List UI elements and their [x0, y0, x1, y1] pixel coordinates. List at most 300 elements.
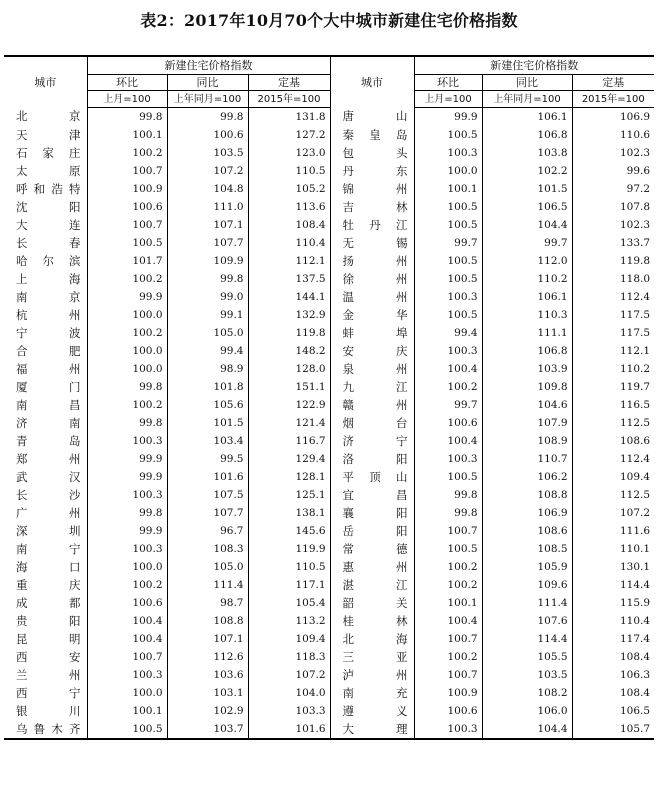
table-row	[4, 540, 654, 558]
city-cell-right: 平顶山	[330, 468, 414, 486]
header-base-mom-right: 上月=100	[414, 91, 482, 108]
city-cell-right: 惠州	[330, 558, 414, 576]
mom-cell-right: 99.9	[414, 108, 482, 127]
city-cell-left: 成都	[4, 594, 87, 612]
mom-cell-left: 100.3	[87, 432, 167, 450]
city-cell-left: 深圳	[4, 522, 87, 540]
fixed-cell-right: 108.4	[619, 650, 651, 663]
yoy-cell-left: 99.8	[167, 270, 248, 288]
table-row	[4, 378, 654, 396]
yoy-cell-left: 105.0	[167, 558, 248, 576]
yoy-cell-left: 103.6	[167, 666, 248, 684]
mom-cell-left: 99.9	[87, 522, 167, 540]
mom-cell-right: 100.6	[414, 702, 482, 720]
mom-cell-left: 99.8	[87, 108, 167, 127]
city-cell-right: 大理	[330, 720, 414, 739]
yoy-cell-right: 103.5	[482, 666, 572, 684]
city-cell-left: 武汉	[4, 468, 87, 486]
yoy-cell-right: 106.8	[482, 342, 572, 360]
yoy-cell-right: 109.6	[482, 576, 572, 594]
yoy-cell-right: 109.8	[482, 378, 572, 396]
yoy-cell-right: 110.3	[482, 306, 572, 324]
mom-cell-left: 99.8	[87, 504, 167, 522]
fixed-cell-left: 148.2	[248, 342, 330, 360]
mom-cell-right: 100.5	[414, 468, 482, 486]
mom-cell-right: 100.5	[414, 252, 482, 270]
fixed-cell-left: 118.3	[248, 648, 330, 666]
yoy-cell-left: 99.1	[167, 306, 248, 324]
table-row	[4, 288, 654, 306]
table-row	[4, 216, 654, 234]
yoy-cell-left: 101.5	[167, 414, 248, 432]
city-cell-left: 沈阳	[4, 198, 87, 216]
yoy-cell-right: 105.5	[482, 648, 572, 666]
table-row	[4, 234, 654, 252]
yoy-cell-right: 107.6	[482, 612, 572, 630]
fixed-cell-left: 138.1	[248, 504, 330, 522]
table-row	[4, 684, 654, 702]
table-row	[4, 576, 654, 594]
yoy-cell-left: 99.8	[167, 108, 248, 127]
table-row	[4, 342, 654, 360]
city-cell-right: 烟台	[330, 414, 414, 432]
yoy-cell-left: 103.1	[167, 684, 248, 702]
fixed-cell-left: 127.2	[248, 126, 330, 144]
fixed-cell-left: 108.4	[248, 216, 330, 234]
fixed-cell-right: 116.5	[619, 398, 651, 411]
city-cell-left: 乌鲁木齐	[4, 720, 87, 739]
fixed-cell-left: 122.9	[248, 396, 330, 414]
mom-cell-right: 100.6	[414, 414, 482, 432]
city-cell-left: 银川	[4, 702, 87, 720]
city-cell-right: 北海	[330, 630, 414, 648]
yoy-cell-left: 104.8	[167, 180, 248, 198]
city-cell-left: 南昌	[4, 396, 87, 414]
table-row	[4, 720, 654, 739]
fixed-cell-right: 109.4	[619, 470, 651, 483]
yoy-cell-left: 107.1	[167, 216, 248, 234]
fixed-cell-left: 125.1	[248, 486, 330, 504]
fixed-cell-left: 129.4	[248, 450, 330, 468]
table-row	[4, 126, 654, 144]
mom-cell-left: 100.0	[87, 342, 167, 360]
city-cell-right: 九江	[330, 378, 414, 396]
yoy-cell-left: 112.6	[167, 648, 248, 666]
table-row	[4, 486, 654, 504]
city-cell-left: 昆明	[4, 630, 87, 648]
mom-cell-right: 100.7	[414, 666, 482, 684]
city-cell-right: 温州	[330, 288, 414, 306]
mom-cell-left: 100.2	[87, 144, 167, 162]
city-cell-right: 金华	[330, 306, 414, 324]
mom-cell-right: 100.3	[414, 144, 482, 162]
table-row	[4, 558, 654, 576]
header-fixed-left: 定基	[248, 75, 330, 91]
yoy-cell-left: 100.6	[167, 126, 248, 144]
city-cell-left: 南宁	[4, 540, 87, 558]
yoy-cell-right: 101.5	[482, 180, 572, 198]
fixed-cell-right: 102.3	[619, 218, 651, 231]
mom-cell-left: 100.0	[87, 558, 167, 576]
mom-cell-right: 99.7	[414, 234, 482, 252]
fixed-cell-left: 109.4	[248, 630, 330, 648]
mom-cell-right: 99.4	[414, 324, 482, 342]
mom-cell-left: 100.6	[87, 198, 167, 216]
city-cell-right: 宜昌	[330, 486, 414, 504]
fixed-cell-right: 118.0	[619, 272, 651, 285]
mom-cell-right: 100.3	[414, 720, 482, 739]
city-cell-right: 湛江	[330, 576, 414, 594]
table-row	[4, 612, 654, 630]
mom-cell-right: 100.7	[414, 522, 482, 540]
fixed-cell-left: 113.6	[248, 198, 330, 216]
page-title: 表2：2017年10月70个大中城市新建住宅价格指数	[140, 11, 518, 30]
mom-cell-left: 101.7	[87, 252, 167, 270]
table-row	[4, 648, 654, 666]
city-cell-right: 济宁	[330, 432, 414, 450]
table-row	[4, 324, 654, 342]
fixed-cell-right: 99.6	[626, 164, 651, 177]
table-row	[4, 414, 654, 432]
header-city-right: 城市	[330, 56, 414, 108]
yoy-cell-right: 108.2	[482, 684, 572, 702]
mom-cell-right: 100.5	[414, 198, 482, 216]
city-cell-left: 西宁	[4, 684, 87, 702]
city-cell-left: 兰州	[4, 666, 87, 684]
mom-cell-left: 99.9	[87, 288, 167, 306]
city-cell-left: 福州	[4, 360, 87, 378]
yoy-cell-right: 106.8	[482, 126, 572, 144]
yoy-cell-left: 107.5	[167, 486, 248, 504]
fixed-cell-right: 107.2	[619, 506, 651, 519]
city-cell-left: 青岛	[4, 432, 87, 450]
city-cell-left: 厦门	[4, 378, 87, 396]
mom-cell-right: 100.5	[414, 270, 482, 288]
mom-cell-right: 99.8	[414, 504, 482, 522]
yoy-cell-right: 106.5	[482, 198, 572, 216]
yoy-cell-left: 103.7	[167, 720, 248, 739]
fixed-cell-right: 112.5	[619, 488, 651, 501]
city-cell-left: 天津	[4, 126, 87, 144]
header-base-yoy-right: 上年同月=100	[482, 91, 572, 108]
mom-cell-left: 100.4	[87, 630, 167, 648]
city-cell-left: 贵阳	[4, 612, 87, 630]
fixed-cell-right: 130.1	[619, 560, 651, 573]
fixed-cell-right: 108.4	[619, 686, 651, 699]
fixed-cell-left: 105.2	[248, 180, 330, 198]
fixed-cell-left: 107.2	[248, 666, 330, 684]
fixed-cell-left: 119.9	[248, 540, 330, 558]
city-cell-right: 常德	[330, 540, 414, 558]
table-row	[4, 198, 654, 216]
fixed-cell-right: 106.9	[619, 110, 651, 123]
fixed-cell-left: 103.3	[248, 702, 330, 720]
city-cell-right: 无锡	[330, 234, 414, 252]
city-cell-left: 广州	[4, 504, 87, 522]
yoy-cell-left: 107.7	[167, 504, 248, 522]
city-cell-left: 长沙	[4, 486, 87, 504]
fixed-cell-left: 110.4	[248, 234, 330, 252]
city-cell-left: 北京	[4, 108, 87, 127]
city-cell-right: 吉林	[330, 198, 414, 216]
yoy-cell-right: 114.4	[482, 630, 572, 648]
city-cell-left: 石家庄	[4, 144, 87, 162]
yoy-cell-left: 105.0	[167, 324, 248, 342]
yoy-cell-right: 111.1	[482, 324, 572, 342]
yoy-cell-right: 99.7	[482, 234, 572, 252]
mom-cell-right: 100.9	[414, 684, 482, 702]
city-cell-right: 韶关	[330, 594, 414, 612]
city-cell-left: 呼和浩特	[4, 180, 87, 198]
city-cell-right: 泸州	[330, 666, 414, 684]
mom-cell-right: 100.2	[414, 378, 482, 396]
table-row	[4, 450, 654, 468]
fixed-cell-right: 102.3	[619, 146, 651, 159]
city-cell-right: 秦皇岛	[330, 126, 414, 144]
yoy-cell-left: 111.0	[167, 198, 248, 216]
fixed-cell-right: 117.4	[619, 632, 651, 645]
header-base-yoy-left: 上年同月=100	[167, 91, 248, 108]
fixed-cell-right: 110.2	[619, 362, 651, 375]
mom-cell-right: 100.1	[414, 594, 482, 612]
fixed-cell-left: 119.8	[248, 324, 330, 342]
header-mom-left: 环比	[87, 75, 167, 91]
mom-cell-right: 100.2	[414, 576, 482, 594]
yoy-cell-right: 102.2	[482, 162, 572, 180]
table-row	[4, 432, 654, 450]
city-cell-left: 郑州	[4, 450, 87, 468]
mom-cell-left: 100.5	[87, 720, 167, 739]
table-row	[4, 396, 654, 414]
fixed-cell-right: 112.5	[619, 416, 651, 429]
city-cell-right: 锦州	[330, 180, 414, 198]
yoy-cell-left: 99.0	[167, 288, 248, 306]
city-cell-right: 扬州	[330, 252, 414, 270]
mom-cell-left: 100.1	[87, 702, 167, 720]
table-row	[4, 522, 654, 540]
table-body	[4, 108, 654, 740]
fixed-cell-left: 104.0	[248, 684, 330, 702]
city-cell-right: 蚌埠	[330, 324, 414, 342]
city-cell-left: 大连	[4, 216, 87, 234]
mom-cell-left: 100.9	[87, 180, 167, 198]
city-cell-left: 哈尔滨	[4, 252, 87, 270]
mom-cell-right: 100.2	[414, 558, 482, 576]
fixed-cell-right: 107.8	[619, 200, 651, 213]
fixed-cell-left: 151.1	[248, 378, 330, 396]
mom-cell-left: 100.0	[87, 306, 167, 324]
fixed-cell-left: 112.1	[248, 252, 330, 270]
mom-cell-left: 100.6	[87, 594, 167, 612]
yoy-cell-right: 103.8	[482, 144, 572, 162]
header-yoy-left: 同比	[167, 75, 248, 91]
mom-cell-right: 100.7	[414, 630, 482, 648]
mom-cell-right: 100.0	[414, 162, 482, 180]
fixed-cell-right: 111.6	[619, 524, 651, 537]
yoy-cell-right: 111.4	[482, 594, 572, 612]
header-base-mom-left: 上月=100	[87, 91, 167, 108]
yoy-cell-left: 108.3	[167, 540, 248, 558]
mom-cell-left: 100.2	[87, 576, 167, 594]
yoy-cell-right: 108.5	[482, 540, 572, 558]
mom-cell-right: 100.5	[414, 540, 482, 558]
mom-cell-left: 100.3	[87, 540, 167, 558]
mom-cell-left: 100.7	[87, 162, 167, 180]
table-row	[4, 108, 654, 127]
city-cell-right: 丹东	[330, 162, 414, 180]
mom-cell-left: 100.4	[87, 612, 167, 630]
fixed-cell-left: 132.9	[248, 306, 330, 324]
city-cell-right: 赣州	[330, 396, 414, 414]
fixed-cell-left: 121.4	[248, 414, 330, 432]
city-cell-right: 洛阳	[330, 450, 414, 468]
yoy-cell-left: 109.9	[167, 252, 248, 270]
fixed-cell-left: 137.5	[248, 270, 330, 288]
city-cell-right: 遵义	[330, 702, 414, 720]
mom-cell-left: 100.5	[87, 234, 167, 252]
mom-cell-right: 100.1	[414, 180, 482, 198]
city-cell-right: 泉州	[330, 360, 414, 378]
fixed-cell-right: 117.5	[619, 326, 651, 339]
fixed-cell-left: 110.5	[248, 162, 330, 180]
price-index-table	[4, 55, 654, 740]
fixed-cell-left: 128.0	[248, 360, 330, 378]
fixed-cell-left: 105.4	[248, 594, 330, 612]
fixed-cell-left: 110.5	[248, 558, 330, 576]
fixed-cell-right: 112.1	[619, 344, 651, 357]
yoy-cell-left: 105.6	[167, 396, 248, 414]
mom-cell-right: 100.3	[414, 288, 482, 306]
yoy-cell-left: 107.2	[167, 162, 248, 180]
yoy-cell-left: 103.5	[167, 144, 248, 162]
mom-cell-left: 100.2	[87, 324, 167, 342]
yoy-cell-right: 106.1	[482, 108, 572, 127]
yoy-cell-left: 101.6	[167, 468, 248, 486]
mom-cell-right: 100.4	[414, 432, 482, 450]
yoy-cell-right: 110.2	[482, 270, 572, 288]
city-cell-left: 重庆	[4, 576, 87, 594]
yoy-cell-right: 105.9	[482, 558, 572, 576]
yoy-cell-left: 96.7	[167, 522, 248, 540]
table-row	[4, 468, 654, 486]
city-cell-left: 太原	[4, 162, 87, 180]
fixed-cell-left: 113.2	[248, 612, 330, 630]
yoy-cell-left: 103.4	[167, 432, 248, 450]
mom-cell-right: 100.3	[414, 342, 482, 360]
mom-cell-right: 100.5	[414, 126, 482, 144]
city-cell-right: 安庆	[330, 342, 414, 360]
fixed-cell-left: 116.7	[248, 432, 330, 450]
fixed-cell-left: 145.6	[248, 522, 330, 540]
yoy-cell-right: 110.7	[482, 450, 572, 468]
table-row	[4, 504, 654, 522]
city-cell-right: 唐山	[330, 108, 414, 127]
yoy-cell-left: 99.5	[167, 450, 248, 468]
mom-cell-right: 100.3	[414, 450, 482, 468]
yoy-cell-left: 111.4	[167, 576, 248, 594]
mom-cell-left: 100.0	[87, 684, 167, 702]
yoy-cell-right: 108.6	[482, 522, 572, 540]
mom-cell-right: 100.2	[414, 648, 482, 666]
fixed-cell-right: 97.2	[626, 182, 651, 195]
yoy-cell-right: 104.4	[482, 216, 572, 234]
yoy-cell-right: 112.0	[482, 252, 572, 270]
city-cell-left: 南京	[4, 288, 87, 306]
mom-cell-left: 100.3	[87, 666, 167, 684]
table-row	[4, 702, 654, 720]
header-group-left: 新建住宅价格指数	[87, 56, 330, 75]
yoy-cell-right: 103.9	[482, 360, 572, 378]
fixed-cell-right: 133.7	[619, 236, 651, 249]
fixed-cell-right: 119.8	[619, 254, 651, 267]
fixed-cell-right: 110.6	[619, 128, 651, 141]
fixed-cell-left: 117.1	[248, 576, 330, 594]
table-row	[4, 144, 654, 162]
header-yoy-right: 同比	[482, 75, 572, 91]
fixed-cell-left: 128.1	[248, 468, 330, 486]
fixed-cell-right: 114.4	[619, 578, 651, 591]
yoy-cell-left: 98.7	[167, 594, 248, 612]
yoy-cell-right: 104.4	[482, 720, 572, 739]
mom-cell-right: 99.7	[414, 396, 482, 414]
mom-cell-left: 100.3	[87, 486, 167, 504]
city-cell-right: 岳阳	[330, 522, 414, 540]
city-cell-right: 牡丹江	[330, 216, 414, 234]
fixed-cell-left: 144.1	[248, 288, 330, 306]
mom-cell-left: 99.8	[87, 414, 167, 432]
fixed-cell-right: 115.9	[619, 596, 651, 609]
city-cell-right: 包头	[330, 144, 414, 162]
header-fixed-right: 定基	[572, 75, 654, 91]
yoy-cell-right: 108.9	[482, 432, 572, 450]
table-row	[4, 630, 654, 648]
city-cell-right: 三亚	[330, 648, 414, 666]
city-cell-left: 长春	[4, 234, 87, 252]
mom-cell-right: 99.8	[414, 486, 482, 504]
fixed-cell-right: 112.4	[619, 290, 651, 303]
yoy-cell-left: 99.4	[167, 342, 248, 360]
city-cell-right: 徐州	[330, 270, 414, 288]
mom-cell-left: 99.8	[87, 378, 167, 396]
fixed-cell-left: 101.6	[248, 720, 330, 739]
mom-cell-left: 100.7	[87, 648, 167, 666]
fixed-cell-left: 123.0	[248, 144, 330, 162]
header-city-left: 城市	[4, 56, 87, 108]
mom-cell-right: 100.5	[414, 216, 482, 234]
mom-cell-right: 100.4	[414, 612, 482, 630]
mom-cell-left: 100.7	[87, 216, 167, 234]
city-cell-left: 宁波	[4, 324, 87, 342]
yoy-cell-left: 102.9	[167, 702, 248, 720]
mom-cell-left: 100.2	[87, 396, 167, 414]
header-mom-right: 环比	[414, 75, 482, 91]
fixed-cell-right: 119.7	[619, 380, 651, 393]
header-group-right: 新建住宅价格指数	[414, 56, 654, 75]
fixed-cell-right: 108.6	[619, 434, 651, 447]
yoy-cell-left: 108.8	[167, 612, 248, 630]
fixed-cell-right: 110.1	[619, 542, 651, 555]
table-row	[4, 360, 654, 378]
fixed-cell-right: 105.7	[619, 722, 651, 735]
table-row	[4, 270, 654, 288]
yoy-cell-left: 107.1	[167, 630, 248, 648]
fixed-cell-right: 106.5	[619, 704, 651, 717]
fixed-cell-left: 131.8	[248, 108, 330, 127]
header-base-fixed-right: 2015年=100	[572, 91, 654, 108]
city-cell-left: 西安	[4, 648, 87, 666]
fixed-cell-right: 117.5	[619, 308, 651, 321]
table-row	[4, 162, 654, 180]
